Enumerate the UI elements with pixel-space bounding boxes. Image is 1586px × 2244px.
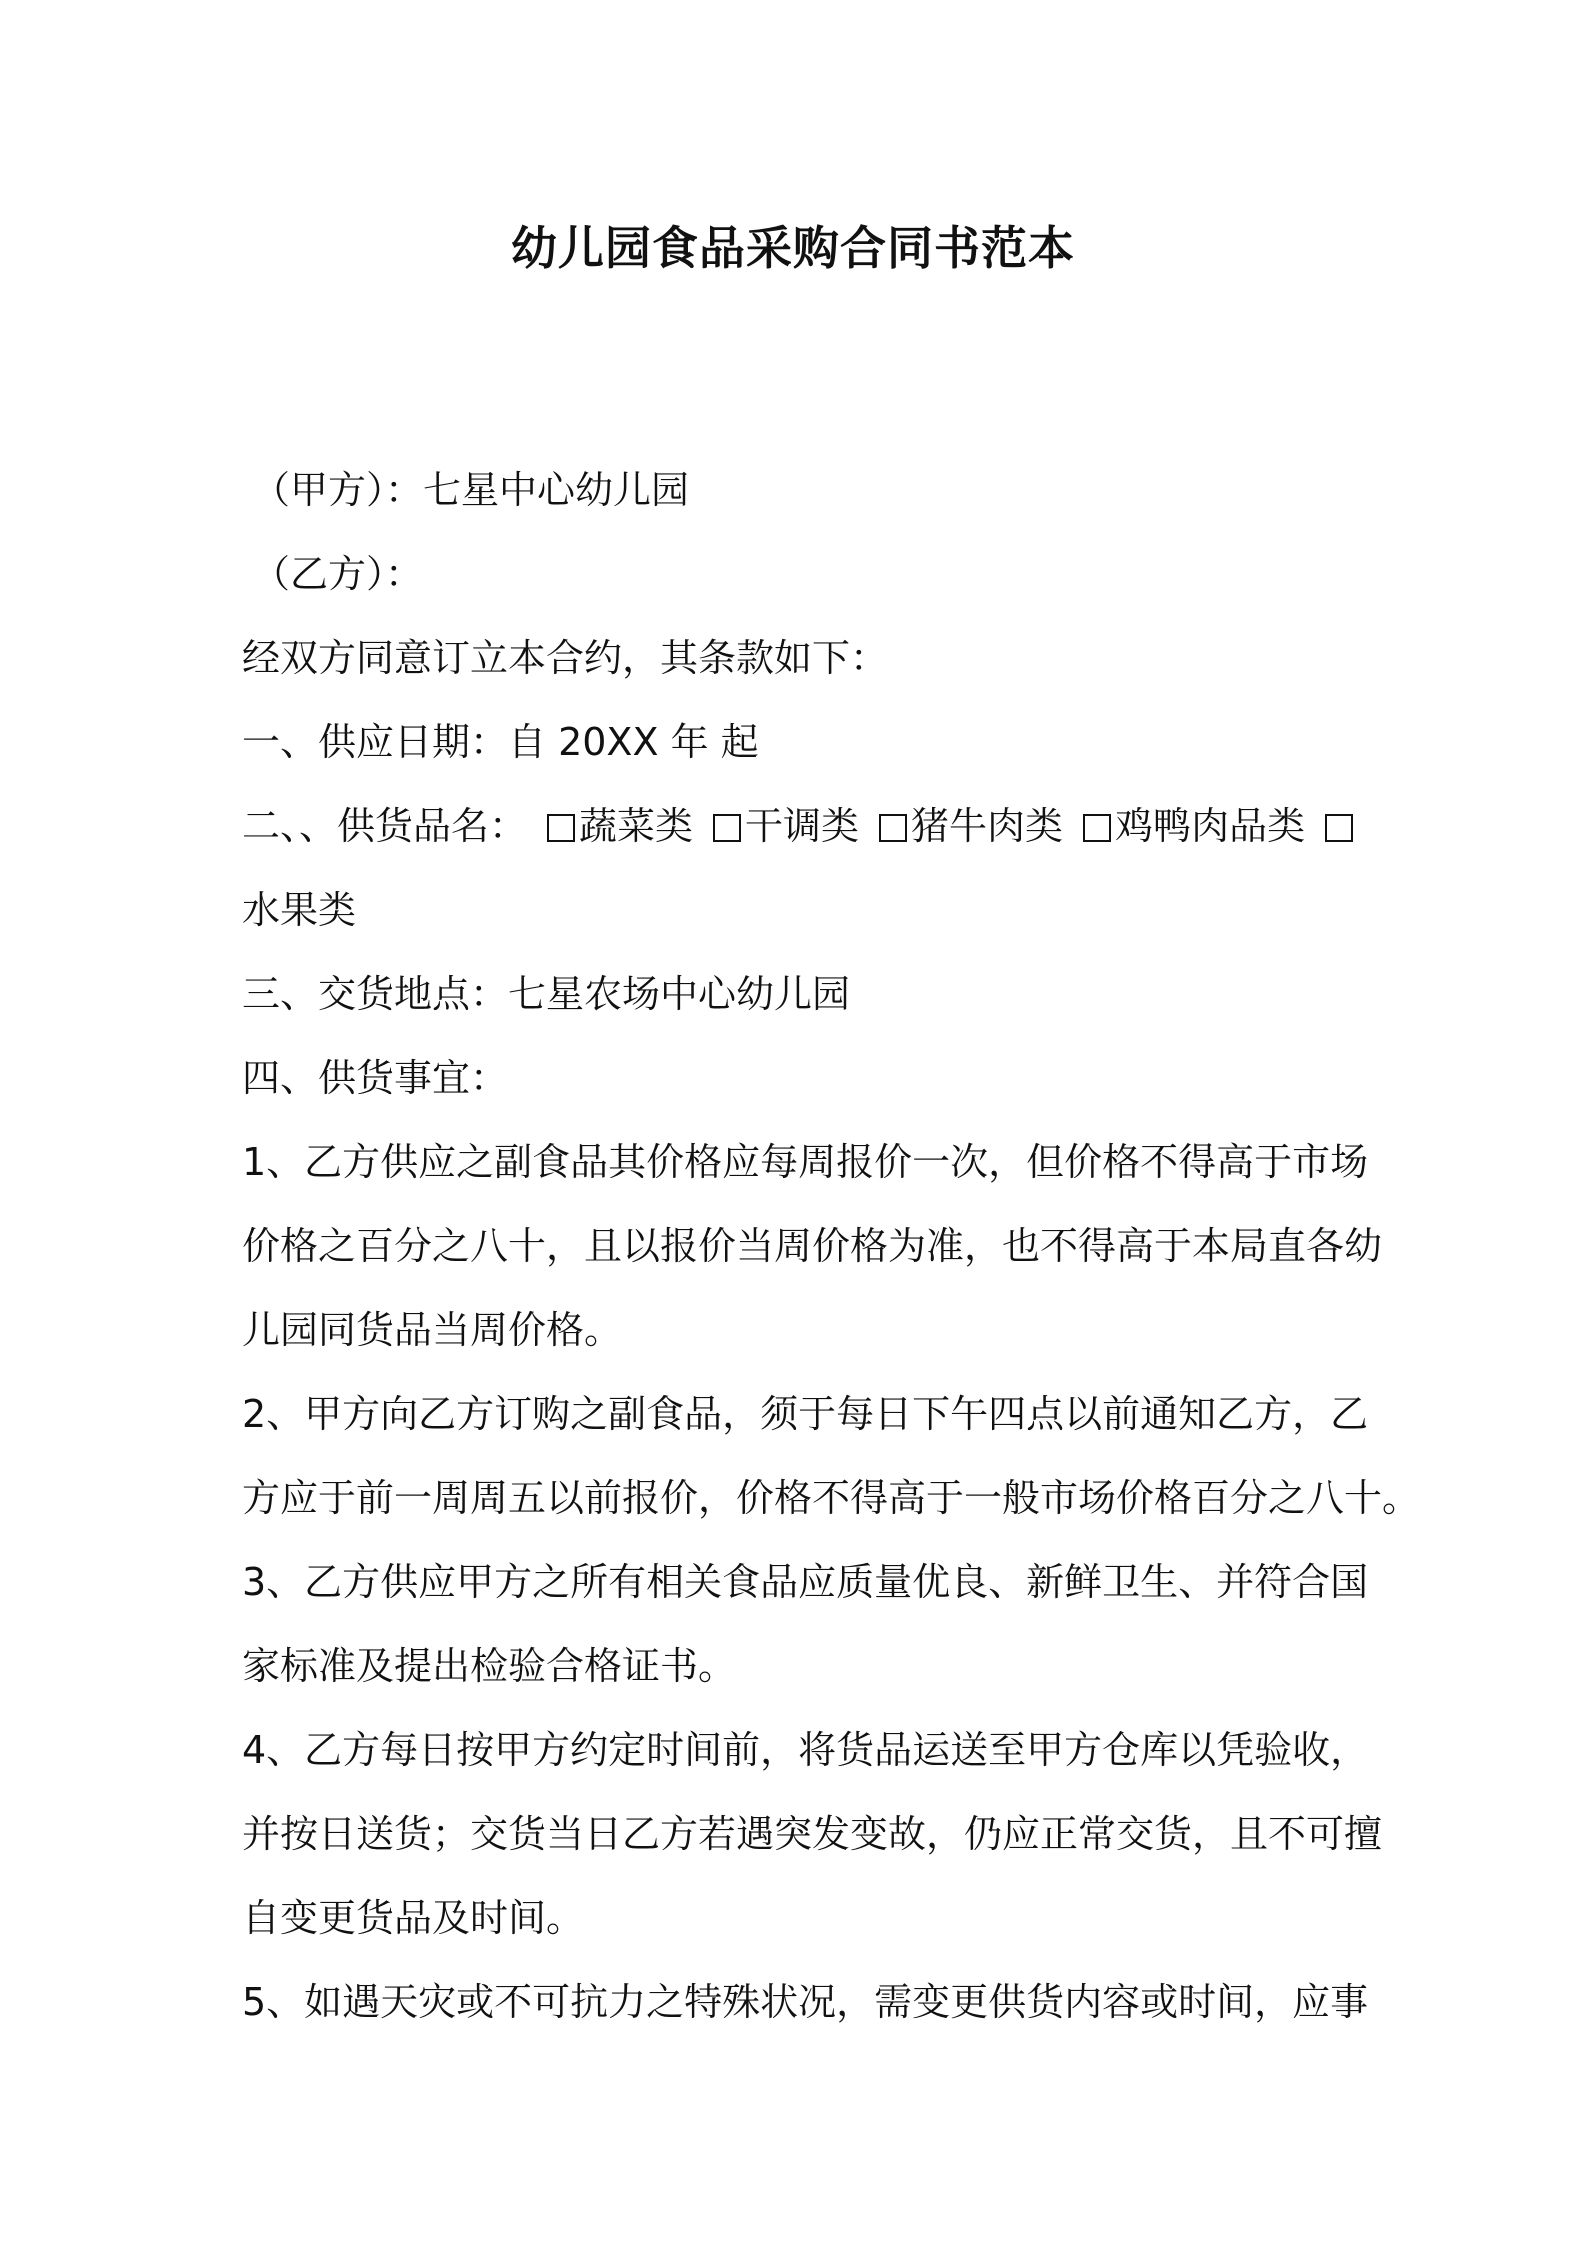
clause-line: 并按日送货；交货当日乙方若遇突发变故，仍应正常交货，且不可擅 <box>242 1812 1383 1856</box>
clause-line: 家标准及提出检验合格证书。 <box>242 1644 737 1688</box>
clause-line: 儿园同货品当周价格。 <box>242 1308 623 1352</box>
goods-option[interactable] <box>1325 784 1357 868</box>
party-b-line: （乙方）： <box>252 552 424 596</box>
intro-line: 经双方同意订立本合约，其条款如下： <box>242 636 889 680</box>
goods-category-continuation: 水果类 <box>242 888 357 932</box>
clause-line: 价格之百分之八十，且以报价当周价格为准，也不得高于本局直各幼 <box>242 1224 1383 1268</box>
party-a-line: （甲方）：七星中心幼儿园 <box>252 468 690 512</box>
document-title: 幼儿园食品采购合同书范本 <box>511 221 1075 275</box>
checkbox-icon[interactable] <box>1325 814 1353 842</box>
clause-line: 3、乙方供应甲方之所有相关食品应质量优良、新鲜卫生、并符合国 <box>242 1560 1369 1604</box>
clause-line: 2、甲方向乙方订购之副食品，须于每日下午四点以前通知乙方，乙 <box>242 1392 1369 1436</box>
delivery-location-line: 三、交货地点：七星农场中心幼儿园 <box>242 972 851 1016</box>
goods-option-label: 鸡鸭肉品类 <box>1115 804 1306 848</box>
clause-line: 1、乙方供应之副食品其价格应每周报价一次，但价格不得高于市场 <box>242 1140 1369 1184</box>
supply-date-line: 一、供应日期：自 20XX 年 起 <box>242 720 759 764</box>
goods-category-label: 二、、供货品名： <box>242 804 528 848</box>
goods-option[interactable] <box>547 784 693 868</box>
clause-line: 自变更货品及时间。 <box>242 1896 585 1940</box>
goods-option[interactable] <box>879 784 1063 868</box>
goods-option[interactable] <box>713 784 859 868</box>
clause-line: 5、如遇天灾或不可抗力之特殊状况，需变更供货内容或时间，应事 <box>242 1980 1369 2024</box>
goods-option-label: 蔬菜类 <box>579 804 694 848</box>
clause-line: 方应于前一周周五以前报价，价格不得高于一般市场价格百分之八十。 <box>242 1476 1421 1520</box>
supply-matters-heading: 四、供货事宜： <box>242 1056 509 1100</box>
clause-line: 4、乙方每日按甲方约定时间前，将货品运送至甲方仓库以凭验收， <box>242 1728 1369 1772</box>
checkbox-icon[interactable] <box>879 814 907 842</box>
goods-option-label: 干调类 <box>745 804 860 848</box>
goods-category-line <box>242 784 1362 868</box>
document-body <box>242 448 1421 2044</box>
goods-option-label: 猪牛肉类 <box>911 804 1064 848</box>
checkbox-icon[interactable] <box>1083 814 1111 842</box>
checkbox-icon[interactable] <box>713 814 741 842</box>
goods-option[interactable] <box>1083 784 1305 868</box>
checkbox-icon[interactable] <box>547 814 575 842</box>
